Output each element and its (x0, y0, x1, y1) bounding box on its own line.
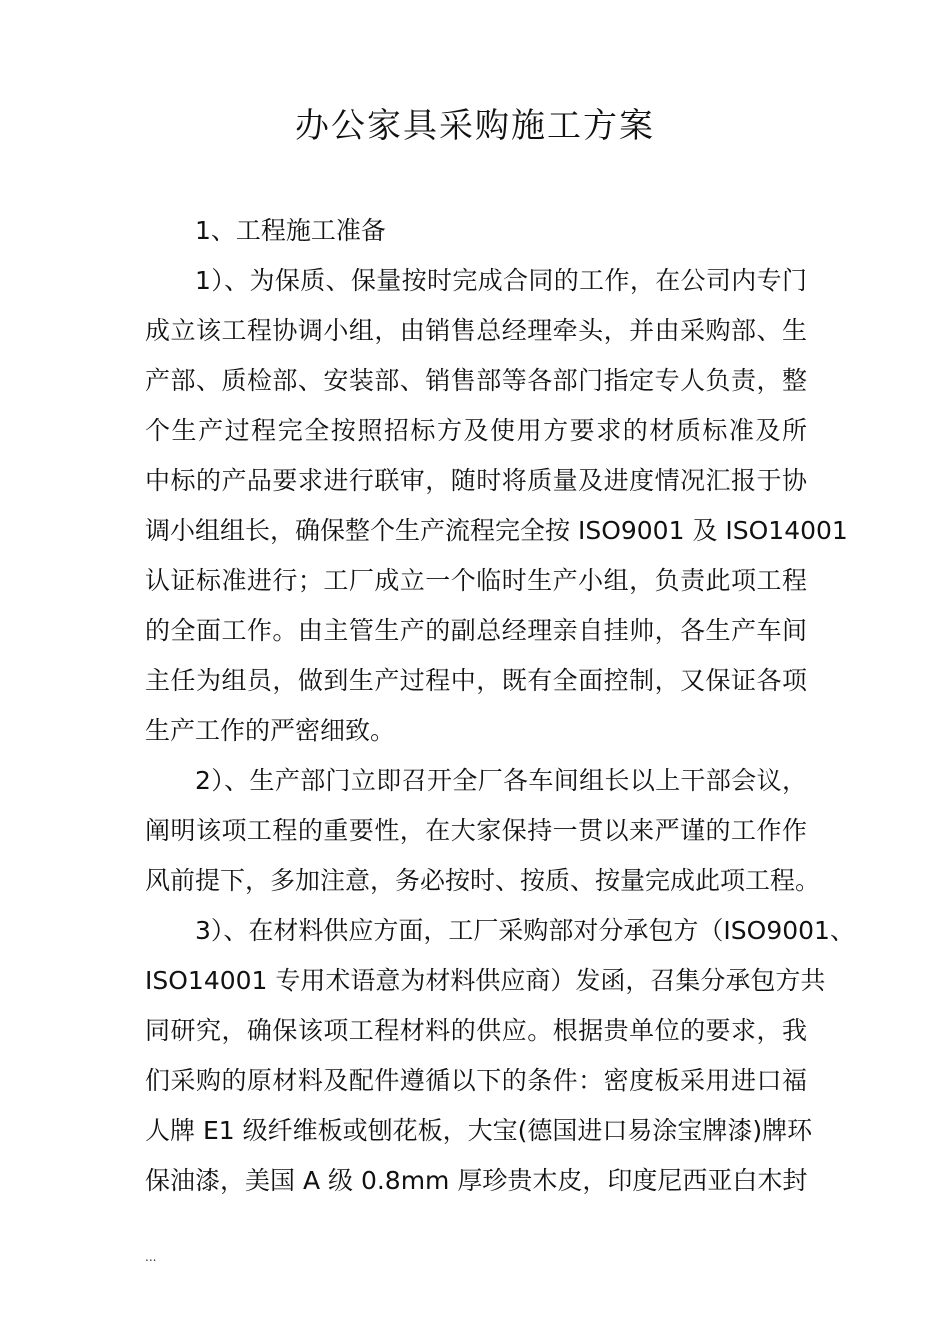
paragraph-line: 人牌 E1 级纤维板或刨花板，大宝(德国进口易涂宝牌漆)牌环 (145, 1116, 813, 1145)
page-footer-mark: ... (145, 1250, 157, 1264)
paragraph-line: 1）、为保质、保量按时完成合同的工作，在公司内专门 (195, 266, 807, 295)
paragraph-line: 成立该工程协调小组，由销售总经理牵头，并由采购部、生 (145, 316, 807, 345)
paragraph-line: 们采购的原材料及配件遵循以下的条件：密度板采用进口福 (145, 1066, 807, 1095)
paragraph-line: 中标的产品要求进行联审，随时将质量及进度情况汇报于协 (145, 466, 807, 495)
document-body (145, 206, 855, 1206)
paragraph-line: 保油漆，美国 A 级 0.8mm 厚珍贵木皮，印度尼西亚白木封 (145, 1166, 808, 1195)
paragraph-line: 2）、生产部门立即召开全厂各车间组长以上干部会议， (195, 766, 807, 795)
paragraph-line: 生产工作的严密细致。 (145, 716, 396, 745)
section-heading: 1、工程施工准备 (195, 216, 386, 245)
paragraph-line: 同研究，确保该项工程材料的供应。根据贵单位的要求，我 (145, 1016, 807, 1045)
paragraph-line: 阐明该项工程的重要性，在大家保持一贯以来严谨的工作作 (145, 816, 807, 845)
paragraph-line: ISO14001 专用术语意为材料供应商）发函，召集分承包方共 (145, 966, 826, 995)
paragraph-line: 的全面工作。由主管生产的副总经理亲自挂帅，各生产车间 (145, 616, 807, 645)
document-title: 办公家具采购施工方案 (295, 106, 655, 146)
paragraph-line: 个生产过程完全按照招标方及使用方要求的材质标准及所 (145, 416, 807, 445)
paragraph-line: 主任为组员，做到生产过程中，既有全面控制，又保证各项 (145, 666, 807, 695)
paragraph-line: 认证标准进行；工厂成立一个临时生产小组，负责此项工程 (145, 566, 807, 595)
paragraph-line: 风前提下，多加注意，务必按时、按质、按量完成此项工程。 (145, 866, 821, 895)
paragraph-line: 调小组组长，确保整个生产流程完全按 ISO9001 及 ISO14001 (145, 516, 848, 545)
paragraph-line: 3）、在材料供应方面，工厂采购部对分承包方（ISO9001、 (195, 916, 855, 945)
paragraph-line: 产部、质检部、安装部、销售部等各部门指定专人负责，整 (145, 366, 807, 395)
